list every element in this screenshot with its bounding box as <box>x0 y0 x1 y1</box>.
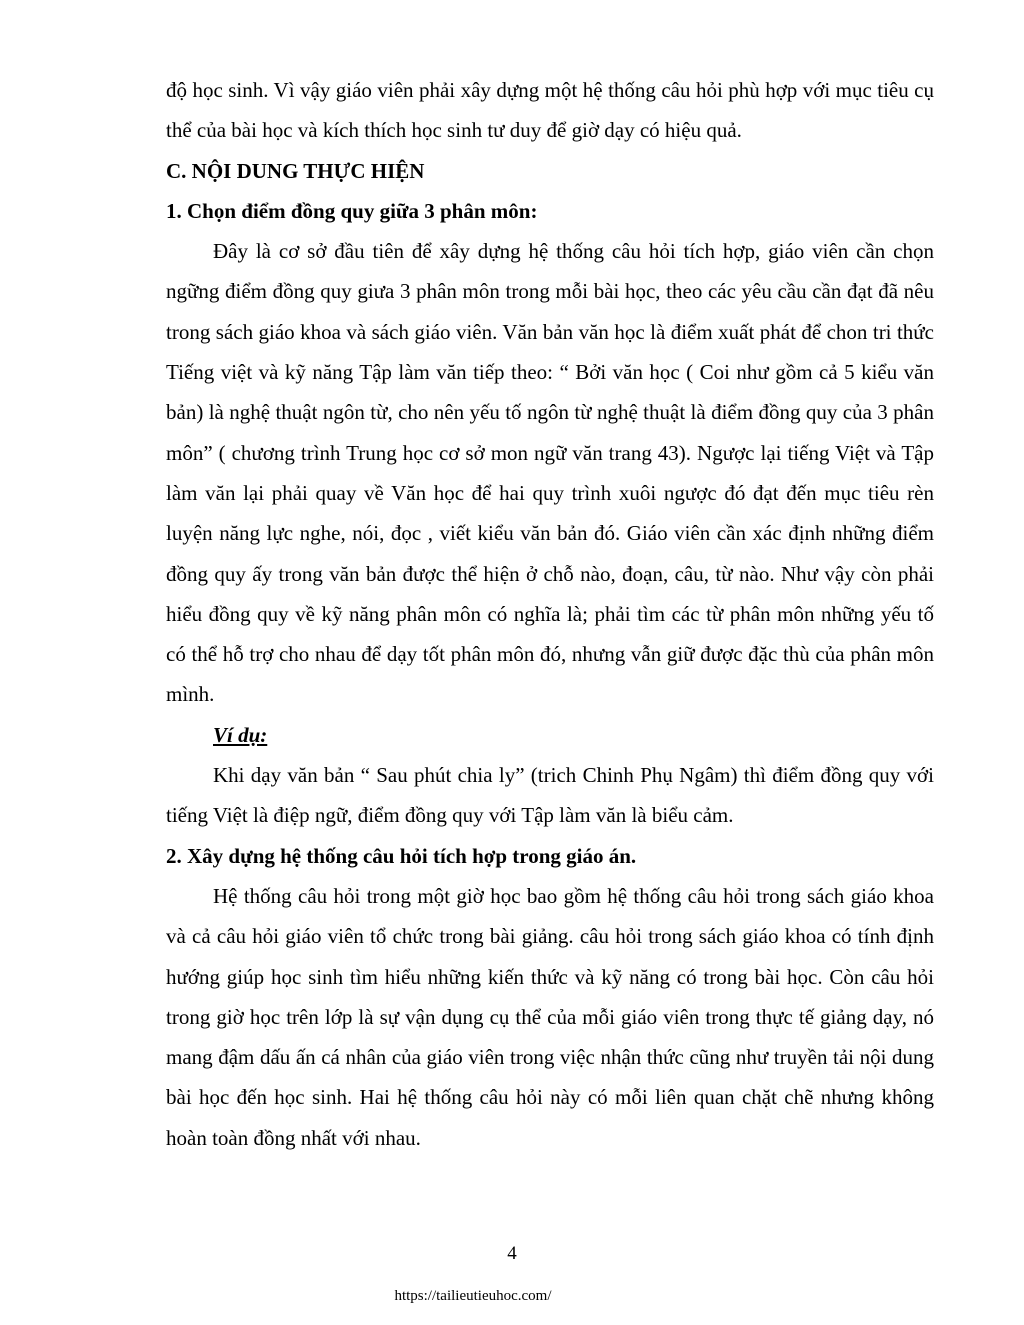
subsection-heading-1: 1. Chọn điểm đồng quy giữa 3 phân môn: <box>166 198 538 223</box>
paragraph-example: Khi dạy văn bản “ Sau phút chia ly” (trich Chinh Phụ Ngâm) thì điểm đồng quy với tiếng Việt là điệp ngữ, điểm đồng quy với Tập làm văn là biểu cảm. <box>166 763 934 828</box>
section-heading-c: C. NỘI DUNG THỰC HIỆN <box>166 158 425 183</box>
example-label: Ví dụ: <box>213 722 268 747</box>
paragraph-question-system: Hệ thống câu hỏi trong một giờ học bao gồm hệ thống câu hỏi trong sách giáo khoa và cả câu hỏi giáo viên tổ chức trong bài giảng. câu hỏi trong sách giáo khoa có tính định hướng giúp học sinh tìm hiểu những kiến thức và kỹ năng có trong bài học. Còn câu hỏi trong giờ học trên lớp là sự vận dụng cụ thể của mỗi giáo viên trong thực tế giảng dạy, nó mang đậm dấu ấn cá nhân của giáo viên trong việc nhận thức cũng như truyền tải nội dung bài học đến học sinh. Hai hệ thống câu hỏi này có mỗi liên quan chặt chẽ nhưng không hoàn toàn đồng nhất với nhau. <box>166 883 934 1150</box>
page-number: 4 <box>507 1243 517 1264</box>
paragraph-intro: độ học sinh. Vì vậy giáo viên phải xây dựng một hệ thống câu hỏi phù hợp với mục tiêu cụ thể của bài học và kích thích học sinh tư duy để giờ dạy có hiệu quả. <box>166 78 934 143</box>
footer-url: https://tailieutieuhoc.com/ <box>394 1288 552 1304</box>
paragraph-convergence-point: Đây là cơ sở đầu tiên để xây dựng hệ thống câu hỏi tích hợp, giáo viên cần chọn ngững điểm đồng quy giưa 3 phân môn trong mỗi bài học, theo các yêu cầu cần đạt đã nêu trong sách giáo khoa và sách giáo viên. Văn bản văn học là điểm xuất phát để chon tri thức Tiếng việt và kỹ năng Tập làm văn tiếp theo: “ Bởi văn học ( Coi như gồm cả 5 kiểu văn bản) là nghệ thuật ngôn từ, cho nên yếu tố ngôn từ nghệ thuật là điểm đồng quy của 3 phân môn” ( chương trình Trung học cơ sở mon ngữ văn trang 43). Ngược lại tiếng Việt và Tập làm văn lại phải quay về Văn học để hai quy trình xuôi ngược đó đạt đến mục tiêu rèn luyện năng lực nghe, nói, đọc , viết kiểu văn bản đó. Giáo viên cần xác định những điểm đồng quy ấy trong văn bản được thể hiện ở chỗ nào, đoạn, câu, từ nào. Như vậy còn phải hiểu đồng quy về kỹ năng phân môn có nghĩa là; phải tìm các từ phân môn những yếu tố có thể hỗ trợ cho nhau để dạy tốt phân môn đó, nhưng vẫn giữ được đặc thù của phân môn mình. <box>166 239 934 707</box>
subsection-heading-2: 2. Xây dựng hệ thống câu hỏi tích hợp trong giáo án. <box>166 843 637 868</box>
page-content <box>166 70 934 1158</box>
